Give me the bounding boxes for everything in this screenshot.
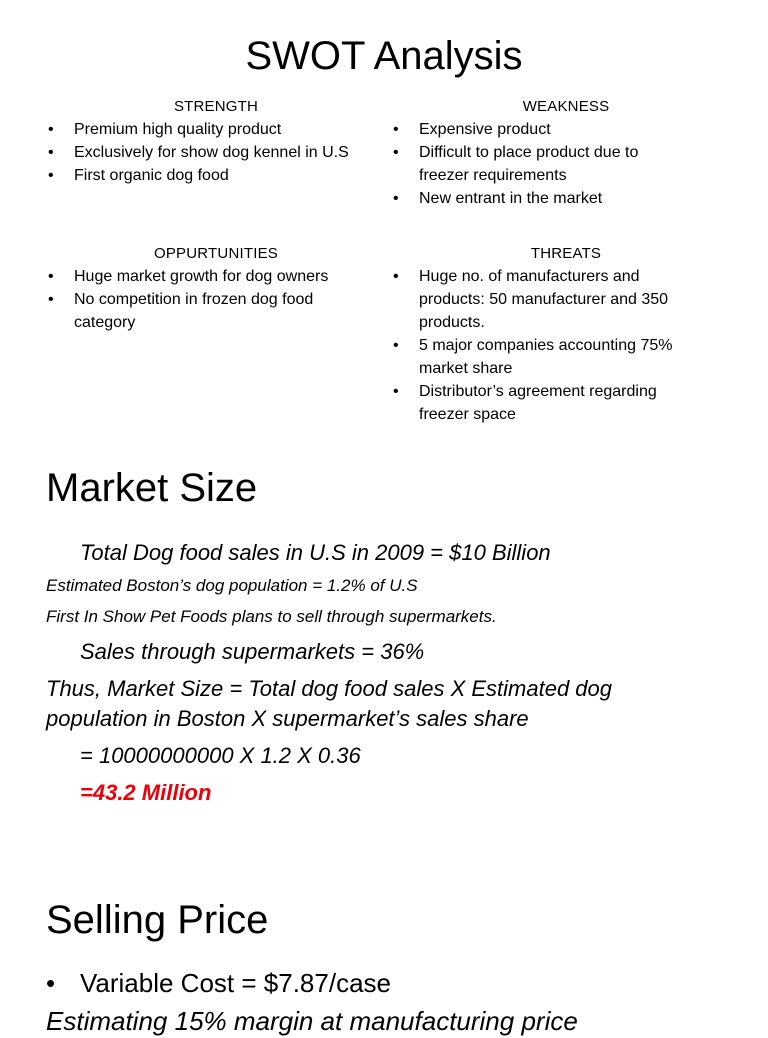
weakness-item: • Expensive product	[391, 118, 741, 141]
opportunities-item: • Huge market growth for dog owners	[46, 265, 386, 288]
threats-item: • Huge no. of manufacturers and products: 50 manufacturer and 350 products.	[391, 265, 709, 334]
weakness-item: • Difficult to place product due to freezer requirements	[391, 141, 679, 187]
strength-item: • Premium high quality product	[46, 118, 386, 141]
selling-price-line: Estimating 15% margin at manufacturing price	[46, 1006, 578, 1036]
selling-price-title: Selling Price	[46, 898, 269, 942]
opportunities-heading: OPPURTUNITIES	[153, 245, 278, 262]
market-size-calculation: = 10000000000 X 1.2 X 0.36	[80, 743, 361, 768]
market-size-result: =43.2 Million	[80, 780, 212, 805]
market-size-line: First In Show Pet Foods plans to sell through supermarkets.	[46, 607, 497, 626]
threats-item: • Distributor’s agreement regarding freezer space	[391, 380, 709, 426]
threats-heading: THREATS	[530, 245, 602, 262]
strength-item: • Exclusively for show dog kennel in U.S	[46, 141, 386, 164]
market-size-line: Estimated Boston’s dog population = 1.2% of U.S	[46, 576, 418, 595]
market-size-title: Market Size	[46, 466, 258, 510]
market-size-formula: Thus, Market Size = Total dog food sales X Estimated dog	[46, 676, 612, 701]
strength-heading: STRENGTH	[173, 98, 259, 115]
threats-quadrant	[391, 242, 741, 426]
market-size-line: Total Dog food sales in U.S in 2009 = $10 Billion	[80, 540, 551, 565]
weakness-heading: WEAKNESS	[522, 98, 610, 115]
bullet-icon: •	[46, 968, 56, 998]
strength-item: • First organic dog food	[46, 164, 386, 187]
swot-title: SWOT Analysis	[245, 34, 523, 78]
threats-item: • 5 major companies accounting 75% market share	[391, 334, 709, 380]
opportunities-quadrant	[46, 242, 386, 334]
market-size-formula: population in Boston X supermarket’s sales share	[46, 706, 529, 731]
strength-quadrant	[46, 95, 386, 187]
market-size-line: Sales through supermarkets = 36%	[80, 639, 425, 664]
weakness-item: • New entrant in the market	[391, 187, 741, 210]
opportunities-item: • No competition in frozen dog food category	[46, 288, 354, 334]
selling-price-bullet	[46, 966, 391, 1000]
variable-cost-text: Variable Cost = $7.87/case	[80, 968, 391, 998]
weakness-quadrant	[391, 95, 741, 210]
